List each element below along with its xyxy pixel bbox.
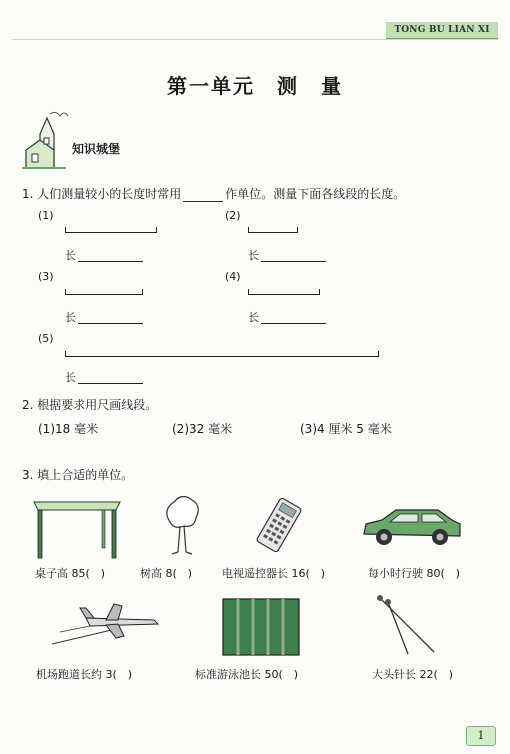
segment-4	[248, 289, 320, 295]
remote-control-image	[254, 498, 304, 552]
item-1-answer-line[interactable]	[78, 261, 143, 262]
table-image	[30, 498, 125, 560]
page-title: 第一单元 测 量	[167, 74, 343, 98]
caption-runway: 机场跑道长约 3( )	[36, 668, 133, 681]
caption-table: 桌子高 85( )	[35, 567, 106, 580]
item-4-answer-line[interactable]	[261, 323, 326, 324]
item-2-length-label: 长	[248, 249, 259, 262]
segment-2	[248, 227, 298, 233]
tree-image	[162, 496, 202, 556]
caption-tree: 树高 8( )	[140, 567, 193, 580]
caption-pool: 标准游泳池长 50( )	[195, 668, 299, 681]
question-2: 2. 根据要求用尺画线段。	[22, 398, 158, 412]
item-4-label: (4)	[225, 270, 241, 283]
item-5-label: (5)	[38, 332, 54, 345]
header-divider	[12, 39, 498, 40]
item-1-label: (1)	[38, 209, 54, 222]
caption-pin: 大头针长 22( )	[372, 668, 454, 681]
question-1-prefix: 1. 人们测量较小的长度时常用	[22, 187, 182, 201]
segment-3	[65, 289, 143, 295]
question-3: 3. 填上合适的单位。	[22, 468, 134, 482]
section-title: 知识城堡	[72, 142, 121, 156]
series-header: TONG BU LIAN XI	[386, 22, 498, 40]
caption-car: 每小时行驶 80( )	[368, 567, 461, 580]
item-2-answer-line[interactable]	[261, 261, 326, 262]
q2-item-2: (2)32 毫米	[172, 422, 233, 436]
item-3-answer-line[interactable]	[78, 323, 143, 324]
item-5-length-label: 长	[65, 371, 76, 384]
segment-1	[65, 227, 157, 233]
swimming-pool-image	[222, 598, 300, 656]
item-2-label: (2)	[225, 209, 241, 222]
page-number: 1	[466, 726, 496, 746]
q2-item-3: (3)4 厘米 5 毫米	[300, 422, 392, 436]
car-image	[360, 504, 464, 548]
item-1-length-label: 长	[65, 249, 76, 262]
item-5-answer-line[interactable]	[78, 383, 143, 384]
airplane-image	[50, 598, 162, 646]
pins-image	[372, 594, 438, 656]
question-1	[22, 185, 405, 202]
answer-blank[interactable]	[183, 189, 223, 202]
question-1-suffix: 作单位。测量下面各线段的长度。	[225, 187, 406, 201]
item-4-length-label: 长	[248, 311, 259, 324]
caption-remote: 电视遥控器长 16( )	[222, 567, 326, 580]
castle-icon	[20, 110, 70, 170]
segment-5	[65, 351, 379, 357]
item-3-label: (3)	[38, 270, 54, 283]
q2-item-1: (1)18 毫米	[38, 422, 99, 436]
item-3-length-label: 长	[65, 311, 76, 324]
